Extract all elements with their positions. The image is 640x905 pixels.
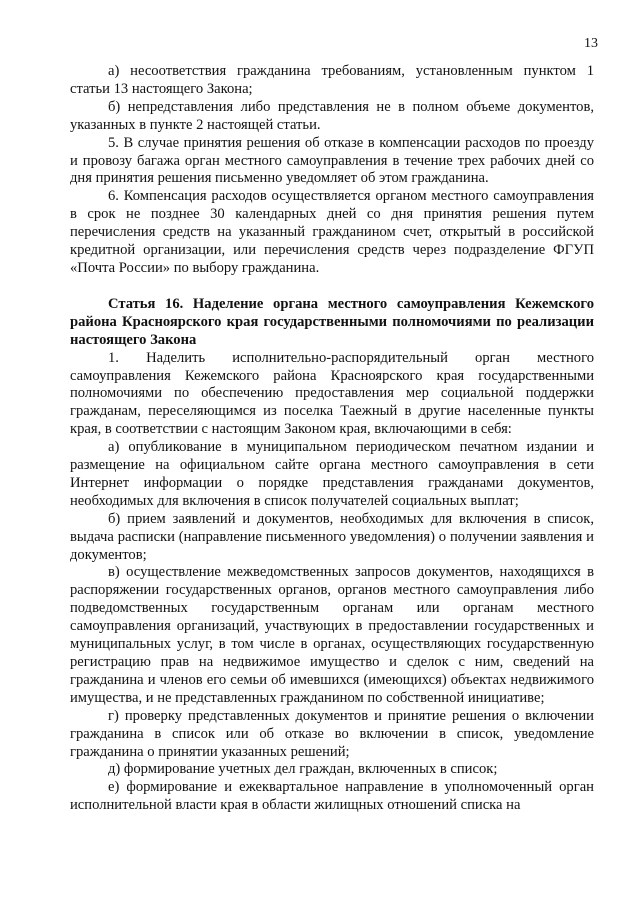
paragraph: 5. В случае принятия решения об отказе в компенсации расходов по проезду и провозу багажа орган местного самоуправления в течение трех рабочих дней со дня принятия решения письменно уведомляет об этом гражданина. (70, 134, 594, 187)
article-heading: Статья 16. Наделение органа местного самоуправления Кежемского района Красноярского края государственными полномочиями по реализации настоящего Закона (70, 295, 594, 348)
paragraph: а) несоответствия гражданина требованиям, установленным пунктом 1 статьи 13 настоящего Закона; (70, 63, 594, 97)
paragraph: е) формирование и ежеквартальное направление в уполномоченный орган исполнительной власти края в области жилищных отношений списка на (70, 779, 594, 814)
document-body (70, 63, 594, 815)
page-number: 13 (584, 36, 598, 51)
paragraph: а) опубликование в муниципальном периодическом печатном издании и размещение на официальном сайте органа местного самоуправления в сети Интернет информации о порядке представления гражданами документов, необходимых для включения в список получателей социальных выплат; (70, 439, 594, 509)
paragraph: б) непредставления либо представления не в полном объеме документов, указанных в пункте 2 настоящей статьи. (70, 98, 594, 133)
paragraph: в) осуществление межведомственных запросов документов, находящихся в распоряжении государственных органов, органов местного самоуправления либо подведомственных государственным органам или органам местного самоуправления организаций, участвующих в предоставлении государственных и муниципальных услуг, в том числе в органах, осуществляющих государственную регистрацию прав на недвижимое имущество и сделок с ним, сведений на гражданина и членов его семьи об имевшихся (имеющихся) объектах недвижимого имущества, и не представленных гражданином по собственной инициативе; (70, 564, 594, 706)
paragraph: 6. Компенсация расходов осуществляется органом местного самоуправления в срок не позднее 30 календарных дней со дня принятия решения путем перечисления средств на указанный гражданином счет, открытый в российской кредитной организации, или перечисления средств через подразделение ФГУП «Почта России» по выбору гражданина. (70, 188, 594, 276)
paragraph: 1. Наделить исполнительно-распорядительный орган местного самоуправления Кежемского района Красноярского края государственными полномочиями по обеспечению предоставления мер социальной поддержки гражданам, переселяющимся из поселка Таежный в другие населенные пункты края, в соответствии с настоящим Законом края, включающими в себя: (70, 349, 594, 438)
paragraph: г) проверку представленных документов и принятие решения о включении гражданина в список или об отказе во включении в список, уведомление гражданина о принятии указанных решений; (70, 707, 594, 760)
paragraph: б) прием заявлений и документов, необходимых для включения в список, выдача расписки (направление письменного уведомления) о получении заявления и документов; (70, 510, 594, 563)
paragraph: д) формирование учетных дел граждан, включенных в список; (108, 761, 498, 778)
